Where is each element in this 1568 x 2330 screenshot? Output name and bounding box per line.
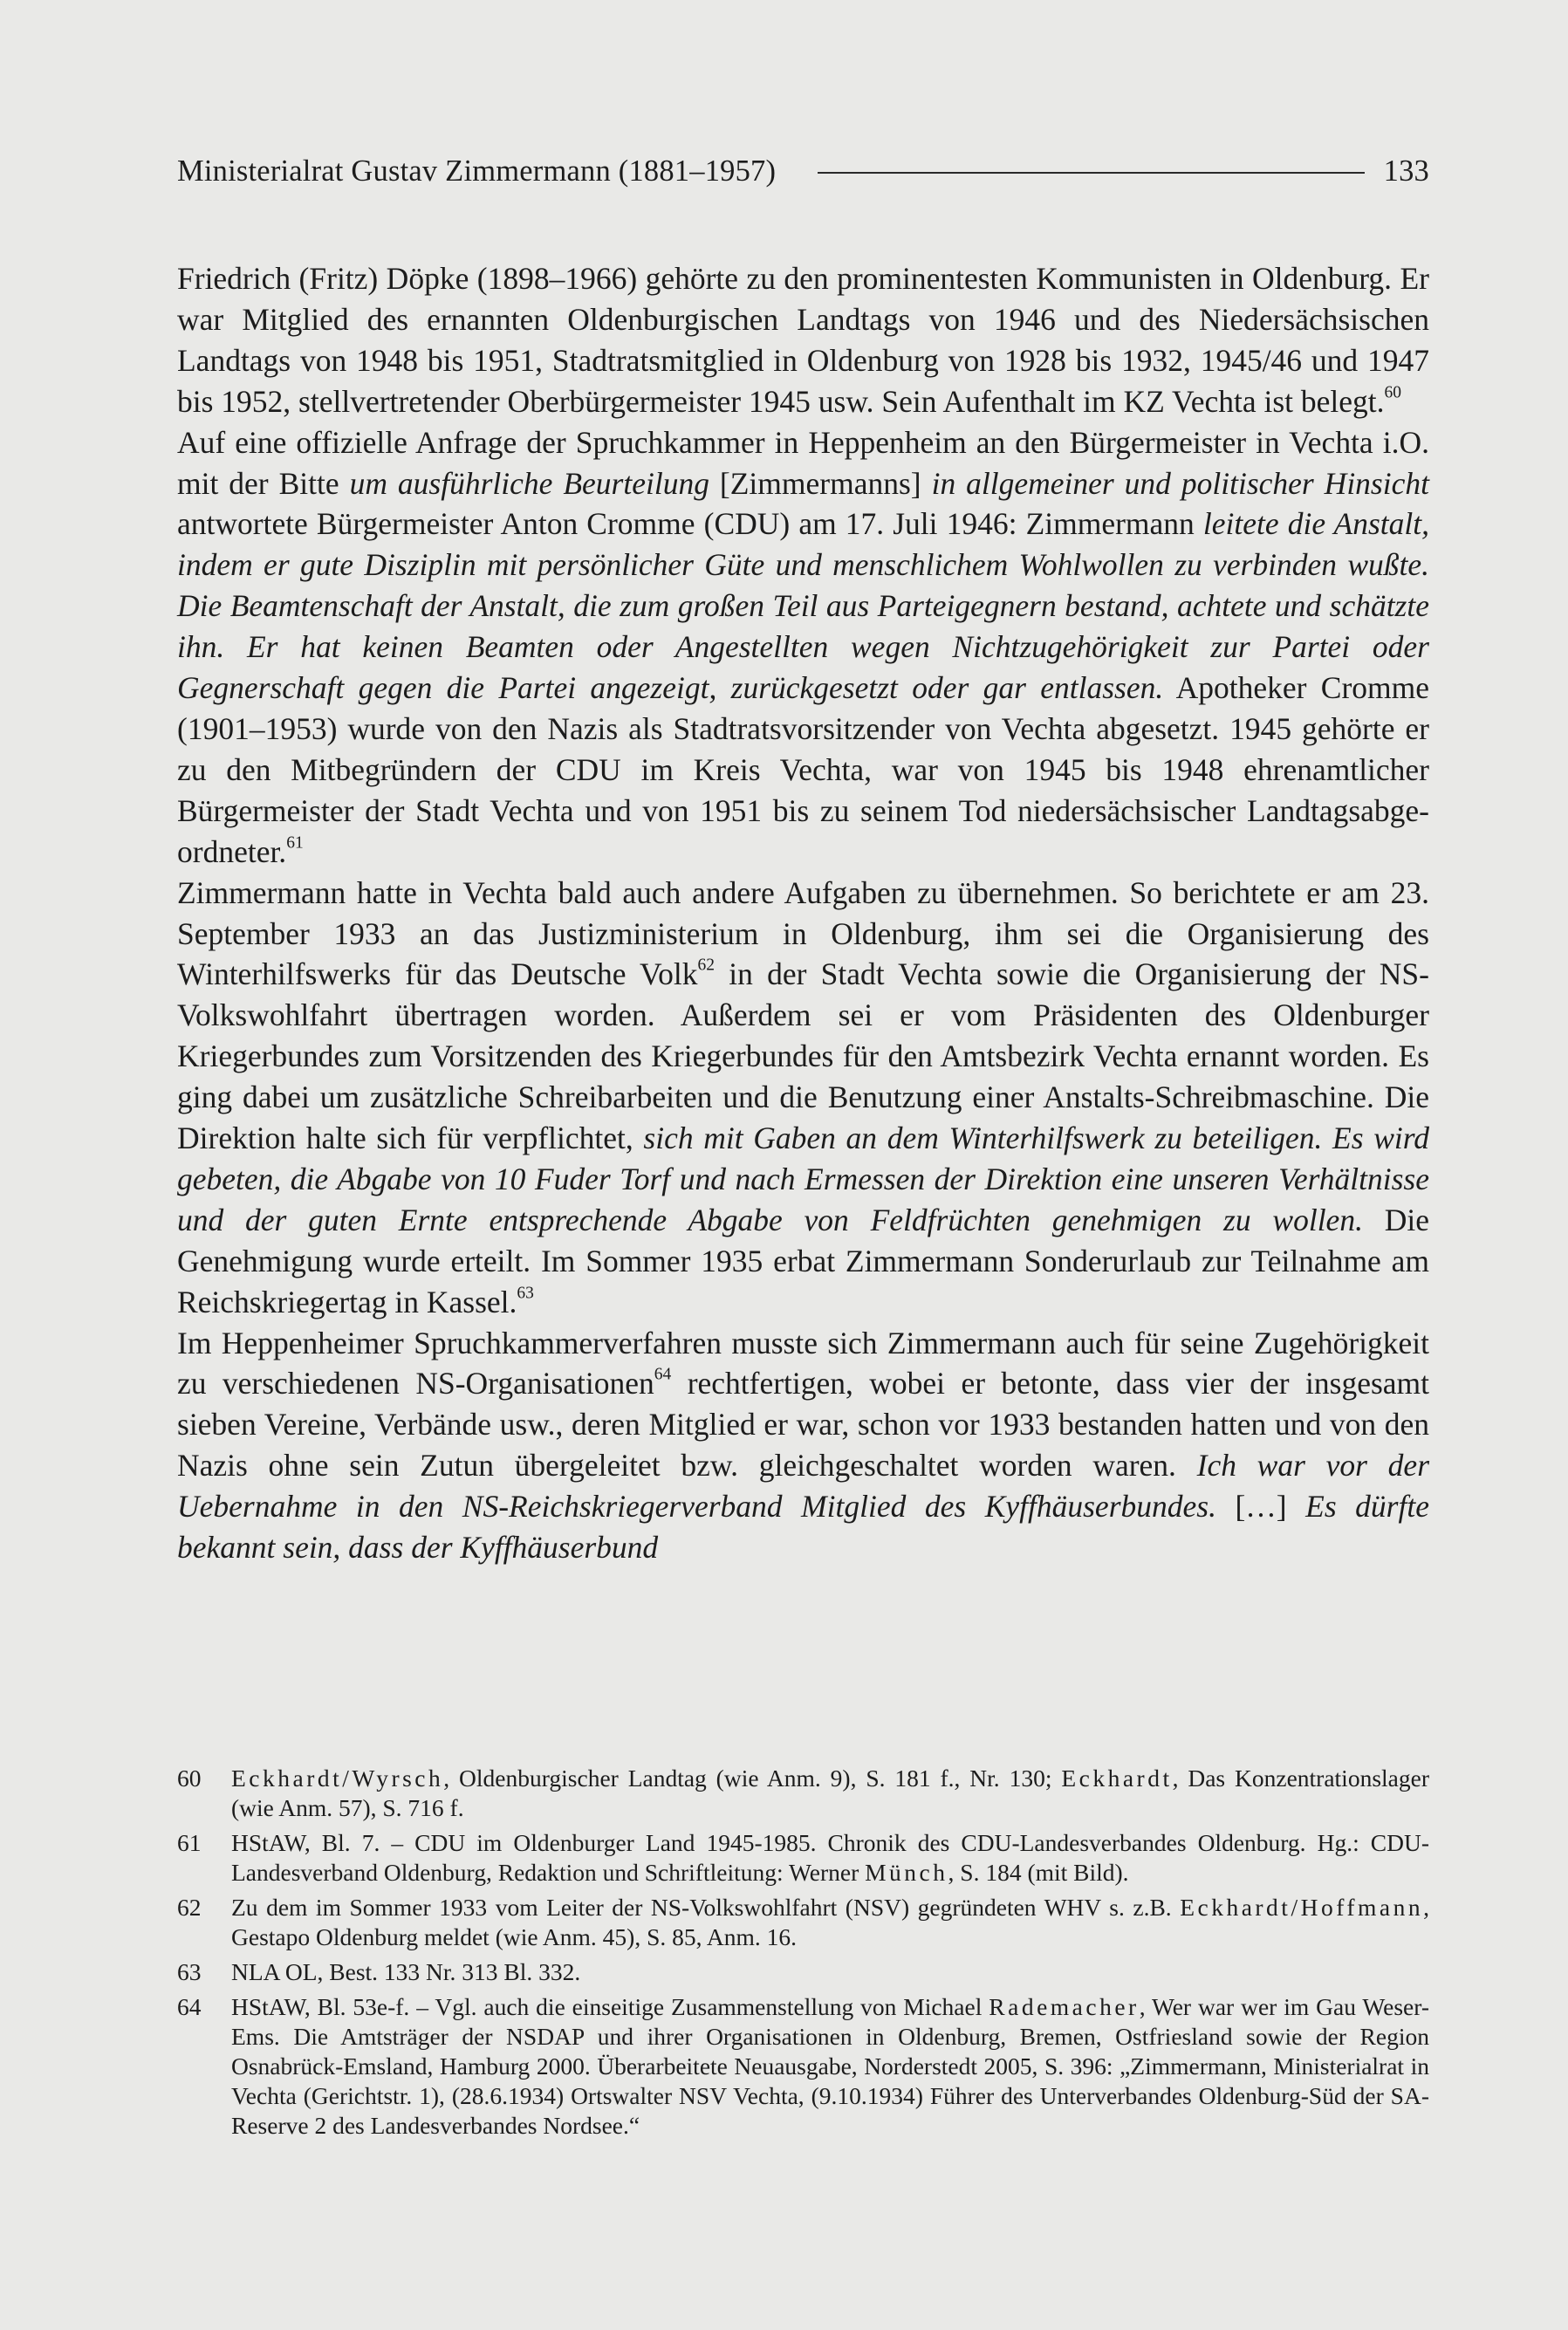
page-number: 133 <box>1383 154 1429 188</box>
footnote-number: 60 <box>177 1765 202 1792</box>
text-run: Zimmermann hatte in Vechta bald auch andere Aufgaben zu übernehmen. So berichtete er am 23. September 1933 an das Justizministerium in Oldenburg, ihm sei die Organisierung des Winterhilfswerks für das Deutsche Volk <box>177 874 1429 992</box>
footnote-text <box>231 1893 1429 1952</box>
quote-run: in allgemeiner und politischer Hinsicht <box>931 465 1429 501</box>
footnote-ref-64: 64 <box>654 1365 672 1384</box>
paragraph-cromme <box>177 422 1429 873</box>
header-rule <box>818 172 1364 174</box>
footnote-ref-63: 63 <box>517 1284 534 1303</box>
footnote-number: 64 <box>177 1993 202 2020</box>
running-title: Ministerialrat Gustav Zimmermann (1881–1957) <box>177 154 777 188</box>
footnote-number: 63 <box>177 1958 202 1985</box>
text-run: , Gestapo Oldenburg meldet (wie Anm. 45), S. 85, Anm. 16. <box>231 1894 1429 1950</box>
text-run: Apotheker Cromme (1901–1953) wurde von den Nazis als Stadtratsvorsitzender von Vechta abgesetzt. 1945 gehörte er zu den Mitbegründern der CDU im Kreis Vechta, war von 1945 bis 1948 ehrenamtlicher Bürgermeister der Stadt Vechta und von 1951 bis zu seinem Tod niedersächsischer Landtagsabgeordneter. <box>177 670 1430 869</box>
main-text <box>177 258 1429 1568</box>
footnote-ref-61: 61 <box>286 833 304 853</box>
author-name: Rademacher <box>989 1993 1140 2020</box>
footnote-62 <box>177 1893 1429 1952</box>
footnote-60 <box>177 1764 1429 1823</box>
footnote-ref-60: 60 <box>1384 383 1402 402</box>
text-run: , S. 184 (mit Bild). <box>948 1859 1129 1886</box>
paragraph-winterhilfswerk <box>177 873 1429 1323</box>
text-run: , Oldenburgischer Landtag (wie Anm. 9), S. 181 f., Nr. 130; <box>443 1765 1062 1792</box>
text-run: […] <box>1215 1489 1306 1525</box>
text-run: Auf eine offizielle Anfrage der Spruchkammer in Heppenheim an den Bürgermeister in Vechta i.O. mit der Bitte <box>177 424 1429 501</box>
quote-run: um ausführliche Beurteilung <box>349 465 709 501</box>
text-run: antwortete Bürgermeister Anton Cromme (CDU) am 17. Juli 1946: Zimmermann <box>177 506 1203 542</box>
author-name: Münch <box>865 1859 948 1886</box>
text-run: , Wer war wer im Gau Weser-Ems. Die Amtsträger der NSDAP und ihrer Organisationen in Oldenburg, Bremen, Ostfriesland sowie der Region Osnabrück-Emsland, Hamburg 2000. Überarbeitete Neuausgabe, Norderstedt 2005, S. 396: „Zimmermann, Ministerialrat in Vechta (Gerichtstr. 1), (28.6.1934) Ortswalter NSV Vechta, (9.10.1934) Führer des Unterverbandes Oldenburg-Süd der SA-Reserve 2 des Landesverbandes Nordsee.“ <box>231 1993 1429 2139</box>
text-run: Zu dem im Sommer 1933 vom Leiter der NS-Volkswohlfahrt (NSV) gegründeten WHV s. z.B. <box>231 1894 1181 1921</box>
text-run: Im Heppenheimer Spruchkammerverfahren musste sich Zimmermann auch für seine Zugehörigkeit zu verschiedenen NS-Organisationen <box>177 1325 1429 1401</box>
author-name: Eckhardt <box>1061 1765 1173 1792</box>
footnote-63 <box>177 1957 1429 1987</box>
quote-run: sich mit Gaben an dem Winterhilfswerk zu beteiligen. Es wird gebeten, die Abgabe von 10 Fuder Torf und nach Ermessen der Direktion eine unseren Verhältnisse und der guten Ernte entsprechende Abgabe von Feldfrüchten genehmigen zu wollen. <box>177 1120 1429 1237</box>
footnote-ref-62: 62 <box>697 956 716 975</box>
quote-run: Ich war vor der Uebernahme in den NS-Reichskriegerverband Mitglied des Kyffhäuserbundes. <box>177 1448 1430 1525</box>
text-run: Friedrich (Fritz) Döpke (1898–1966) gehörte zu den prominentesten Kommunisten in Oldenburg. Er war Mitglied des ernannten Oldenburgischen Landtags von 1946 und des Niedersächsischen Landtags von 1948 bis 1951, Stadtratsmitglied in Oldenburg von 1928 bis 1932, 1945/46 und 1947 bis 1952, stellvertretender Oberbürgermeister 1945 usw. Sein Aufenthalt im KZ Vechta ist belegt. <box>177 261 1429 419</box>
text-run: in der Stadt Vechta sowie die Organisierung der NS-Volkswohlfahrt übertragen worden. Außerdem sei er vom Präsidenten des Oldenburger Kriegerbundes zum Vorsitzenden des Kriegerbundes für den Amtsbezirk Vechta ernannt worden. Es ging dabei um zusätzliche Schreibarbeiten und die Benutzung einer Anstalts-Schreibmaschine. Die Direktion halte sich für verpflichtet, <box>177 956 1430 1156</box>
footnote-text: NLA OL, Best. 133 Nr. 313 Bl. 332. <box>231 1958 581 1985</box>
footnote-number: 61 <box>177 1829 202 1856</box>
text-run: HStAW, Bl. 53e-f. – Vgl. auch die einseitige Zusammenstellung von Michael <box>231 1993 989 2020</box>
paragraph-doepke <box>177 258 1429 422</box>
footnote-number: 62 <box>177 1894 202 1921</box>
footnote-64 <box>177 1992 1429 2141</box>
text-run: rechtfertigen, wobei er betonte, dass vier der insgesamt sieben Vereine, Verbände usw., deren Mitglied er war, schon vor 1933 bestanden hatten und von den Nazis ohne sein Zutun übergeleitet bzw. gleichgeschaltet worden waren. <box>177 1366 1430 1484</box>
text-run: Die Genehmigung wurde erteilt. Im Sommer 1935 erbat Zimmermann Sonderurlaub zur Teilnahme am Reichskriegertag in Kassel. <box>177 1202 1429 1319</box>
footnote-61 <box>177 1828 1429 1888</box>
text-run: HStAW, Bl. 7. – CDU im Oldenburger Land 1945-1985. Chronik des CDU-Landesverbandes Oldenburg. Hg.: CDU-Landesverband Oldenburg, Redaktion und Schriftleitung: Werner <box>231 1829 1429 1886</box>
footnote-text <box>231 1764 1429 1823</box>
text-run: [Zimmermanns] <box>709 465 932 501</box>
footnote-text <box>231 1992 1429 2141</box>
paragraph-spruchkammer <box>177 1323 1429 1568</box>
footnotes <box>177 1764 1429 2146</box>
author-name: Eckhardt/Wyrsch <box>231 1765 444 1792</box>
running-header <box>177 148 1429 194</box>
quote-run: Es dürfte bekannt sein, dass der Kyffhäuserbund <box>177 1489 1429 1566</box>
quote-run: leitete die Anstalt, indem er gute Disziplin mit persönlicher Güte und menschlichem Wohlwollen zu verbinden wußte. Die Beamtenschaft der Anstalt, die zum großen Teil aus Parteigegnern bestand, achtete und schätzte ihn. Er hat keinen Beamten oder Angestellten wegen Nichtzugehörigkeit zur Partei oder Gegnerschaft gegen die Partei angezeigt, zurückgesetzt oder gar entlassen. <box>177 506 1430 706</box>
author-name: Eckhardt/Hoffmann <box>1180 1894 1424 1921</box>
footnote-text <box>231 1828 1429 1888</box>
text-run: , Das Konzentrationslager (wie Anm. 57), S. 716 f. <box>231 1765 1429 1821</box>
